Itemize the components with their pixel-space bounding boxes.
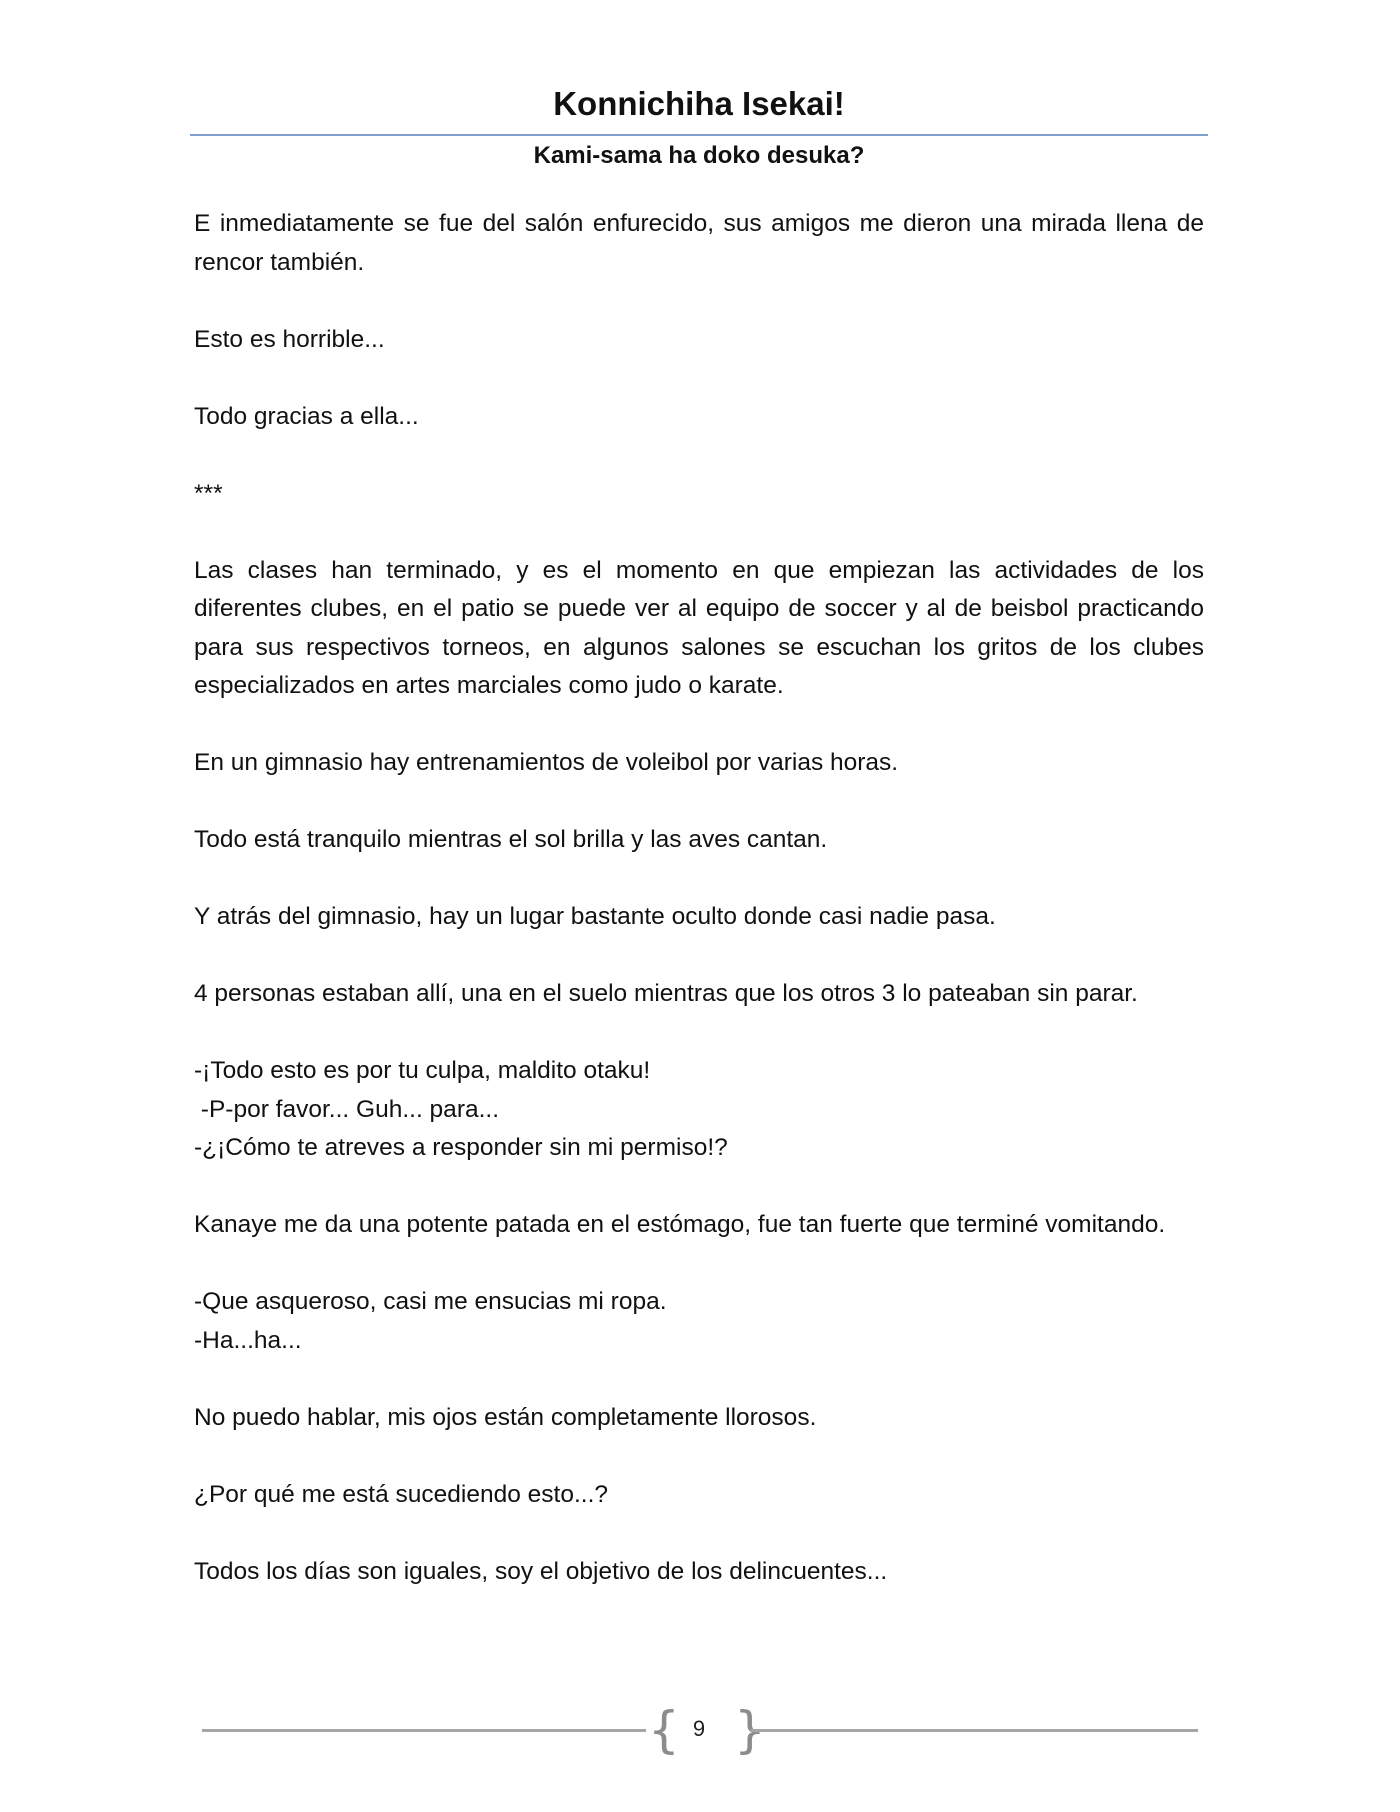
paragraph: Y atrás del gimnasio, hay un lugar bastante oculto donde casi nadie pasa. <box>194 903 996 930</box>
dialog-line: -¡Todo esto es por tu culpa, maldito otaku! <box>194 1057 651 1084</box>
paragraph: En un gimnasio hay entrenamientos de voleibol por varias horas. <box>194 749 899 776</box>
paragraph: Kanaye me da una potente patada en el estómago, fue tan fuerte que terminé vomitando. <box>194 1211 1166 1238</box>
paragraph: No puedo hablar, mis ojos están completamente llorosos. <box>194 1403 817 1431</box>
dialog-block <box>194 1283 1204 1360</box>
paragraph: Las clases han terminado, y es el momento en que empiezan las actividades de los diferentes clubes, en el patio se puede ver al equipo de soccer y al de beisbol practicando para sus respectivos torneos, en algunos salones se escuchan los gritos de los clubes especializados en artes marciales como judo o karate. <box>194 556 1204 699</box>
dialog-line: -¿¡Cómo te atreves a responder sin mi permiso!? <box>194 1134 728 1161</box>
footer-divider-right <box>750 1729 1198 1732</box>
paragraph: Todo gracias a ella... <box>194 402 419 430</box>
paragraph: Todo está tranquilo mientras el sol brilla y las aves cantan. <box>194 826 828 853</box>
dialog-line: -P-por favor... Guh... para... <box>194 1095 500 1123</box>
paragraph: Esto es horrible... <box>194 325 385 353</box>
right-brace-icon: } <box>734 1701 766 1759</box>
page-header-subtitle: Kami-sama ha doko desuka? <box>533 142 865 169</box>
dialog-line: -Que asqueroso, casi me ensucias mi ropa. <box>194 1288 667 1315</box>
scene-break: *** <box>194 479 223 507</box>
page-number: 9 <box>692 1716 706 1741</box>
paragraph: ¿Por qué me está sucediendo esto...? <box>194 1480 609 1508</box>
paragraph: Todos los días son iguales, soy el objetivo de los delincuentes... <box>194 1557 888 1585</box>
page-body <box>194 205 1204 1591</box>
footer-divider-left <box>202 1729 646 1732</box>
dialog-line: -Ha...ha... <box>194 1326 302 1354</box>
paragraph: 4 personas estaban allí, una en el suelo mientras que los otros 3 lo pateaban sin parar. <box>194 980 1138 1007</box>
page-header-title: Konnichiha Isekai! <box>553 85 845 122</box>
paragraph: E inmediatamente se fue del salón enfurecido, sus amigos me dieron una mirada llena de rencor también. <box>194 210 1204 276</box>
left-brace-icon: { <box>648 1701 680 1759</box>
header-divider <box>190 134 1208 136</box>
dialog-block <box>194 1052 1204 1168</box>
